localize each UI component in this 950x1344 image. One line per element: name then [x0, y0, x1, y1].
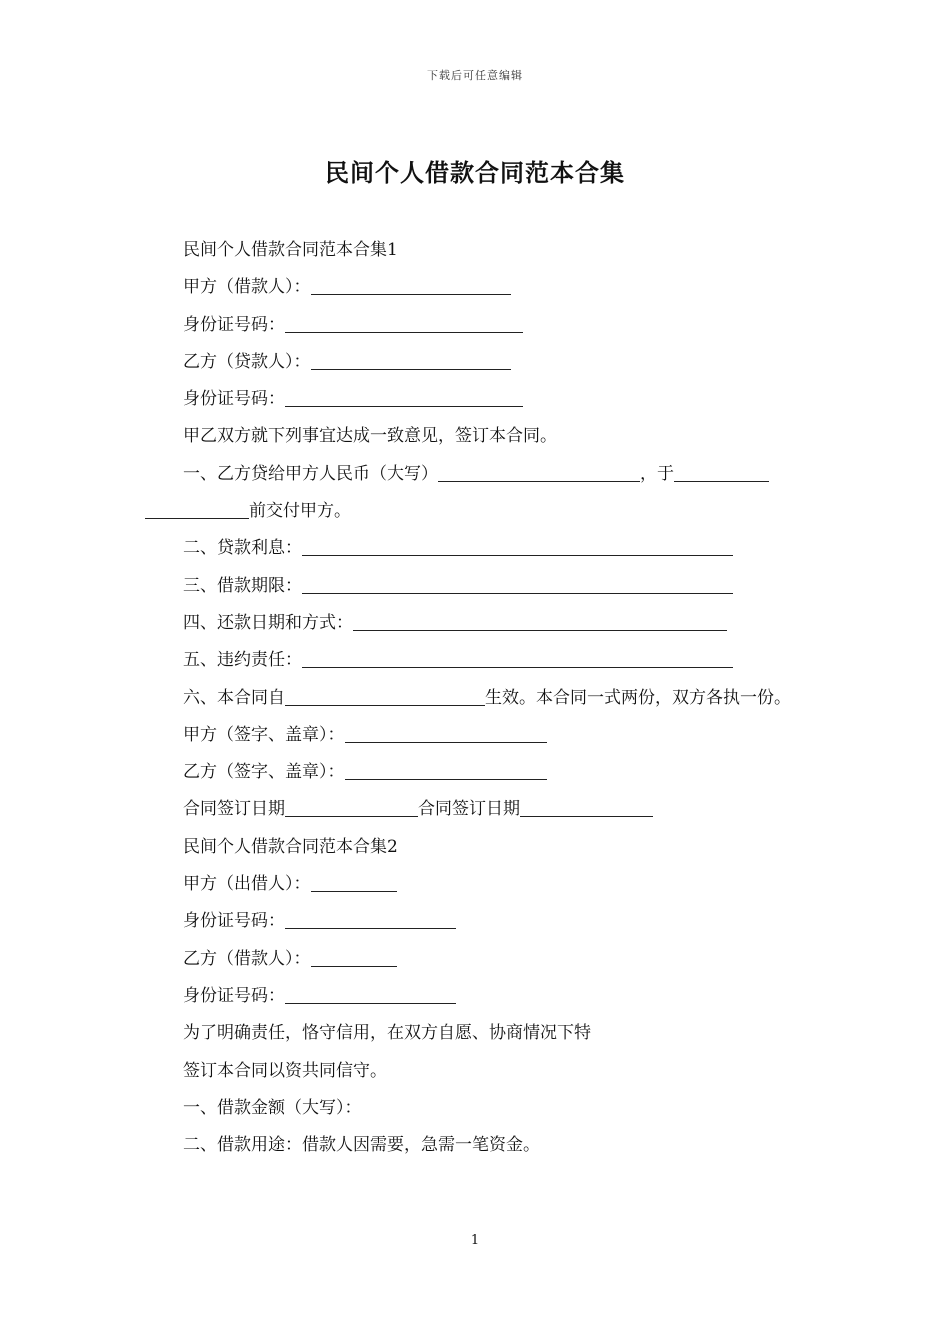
clause1-mid-text: ，于: [640, 463, 674, 484]
term-blank[interactable]: [302, 576, 733, 594]
sign-b-label: 乙方（签字、盖章）：: [183, 762, 345, 783]
clause4-label: 四、还款日期和方式：: [183, 612, 353, 633]
sign-date-a-label: 合同签订日期: [183, 799, 285, 820]
party-b-blank[interactable]: [311, 352, 511, 370]
intro-line-2: 签订本合同以资共同信守。: [183, 1060, 387, 1081]
contract2-clause1: [145, 1090, 807, 1127]
clause2-text: 二、借款用途：借款人因需要，急需一笔资金。: [183, 1135, 540, 1156]
clause1-text: 一、借款金额（大写）：: [183, 1097, 362, 1118]
party-a-label: 甲方（借款人）：: [183, 277, 311, 298]
id-b-label: 身份证号码：: [183, 985, 285, 1006]
contract2-id-b: [145, 978, 807, 1015]
contract1-clause3: [145, 568, 807, 605]
page-number: 1: [470, 1233, 480, 1248]
clause3-label: 三、借款期限：: [183, 575, 302, 596]
contract2-heading-text: 民间个人借款合同范本合集2: [183, 836, 398, 857]
sign-a-label: 甲方（签字、盖章）：: [183, 724, 345, 745]
contract1-sign-b: [145, 754, 807, 791]
party-b-label: 乙方（贷款人）：: [183, 351, 311, 372]
clause6-label: 六、本合同自: [183, 687, 285, 708]
sign-a-blank[interactable]: [345, 725, 547, 743]
repayment-blank[interactable]: [353, 613, 727, 631]
delivery-date-blank-cont[interactable]: [145, 501, 249, 519]
contract1-id-b: [145, 381, 807, 418]
contract1-clause6: [145, 680, 807, 717]
id-a-blank[interactable]: [285, 315, 523, 333]
loan-amount-blank[interactable]: [438, 464, 640, 482]
contract1-clause5: [145, 642, 807, 679]
clause1-label: 一、乙方贷给甲方人民币（大写）: [183, 463, 438, 484]
document-title: 民间个人借款合同范本合集: [325, 158, 625, 187]
sign-date-b-blank[interactable]: [520, 799, 653, 817]
contract2-heading: [145, 829, 807, 866]
contract1-heading-text: 民间个人借款合同范本合集1: [183, 240, 398, 260]
id-b-blank[interactable]: [285, 986, 456, 1004]
contract1-sign-dates: [145, 791, 807, 828]
contract2-party-b: [145, 941, 807, 978]
party-a-blank[interactable]: [311, 874, 397, 892]
id-a-blank[interactable]: [285, 911, 456, 929]
sign-date-a-blank[interactable]: [285, 799, 418, 817]
header-note: 下载后可任意编辑: [427, 69, 523, 82]
contract1-clause1: [145, 456, 807, 493]
contract2-intro-2: [145, 1053, 807, 1090]
party-a-blank[interactable]: [311, 277, 511, 295]
contract2-intro-1: [145, 1015, 807, 1052]
contract1-agreement: [145, 418, 807, 455]
contract2-id-a: [145, 903, 807, 940]
contract1-heading: [145, 232, 807, 269]
contract1-party-b: [145, 344, 807, 381]
agreement-text: 甲乙双方就下列事宜达成一致意见，签订本合同。: [183, 426, 557, 447]
contract1-clause1-cont: [145, 493, 807, 530]
effective-date-blank[interactable]: [285, 688, 485, 706]
sign-date-b-label: 合同签订日期: [418, 799, 520, 820]
liability-blank[interactable]: [302, 650, 733, 668]
party-b-blank[interactable]: [311, 949, 397, 967]
clause2-label: 二、贷款利息：: [183, 538, 302, 559]
id-a-label: 身份证号码：: [183, 314, 285, 335]
contract1-id-a: [145, 307, 807, 344]
id-a-label: 身份证号码：: [183, 911, 285, 932]
clause6-end-text: 生效。本合同一式两份，双方各执一份。: [485, 687, 791, 708]
party-b-label: 乙方（借款人）：: [183, 948, 311, 969]
contract1-sign-a: [145, 717, 807, 754]
contract1-party-a: [145, 269, 807, 306]
clause1-end-text: 前交付甲方。: [249, 501, 351, 522]
document-body: [145, 232, 807, 1164]
id-b-blank[interactable]: [285, 389, 523, 407]
clause5-label: 五、违约责任：: [183, 650, 302, 671]
contract1-clause4: [145, 605, 807, 642]
delivery-date-blank[interactable]: [674, 464, 769, 482]
contract2-clause2: [145, 1127, 807, 1164]
contract2-party-a: [145, 866, 807, 903]
interest-blank[interactable]: [302, 538, 733, 556]
intro-line-1: 为了明确责任，恪守信用，在双方自愿、协商情况下特: [183, 1023, 591, 1044]
id-b-label: 身份证号码：: [183, 389, 285, 410]
sign-b-blank[interactable]: [345, 762, 547, 780]
contract1-clause2: [145, 530, 807, 567]
party-a-label: 甲方（出借人）：: [183, 874, 311, 895]
